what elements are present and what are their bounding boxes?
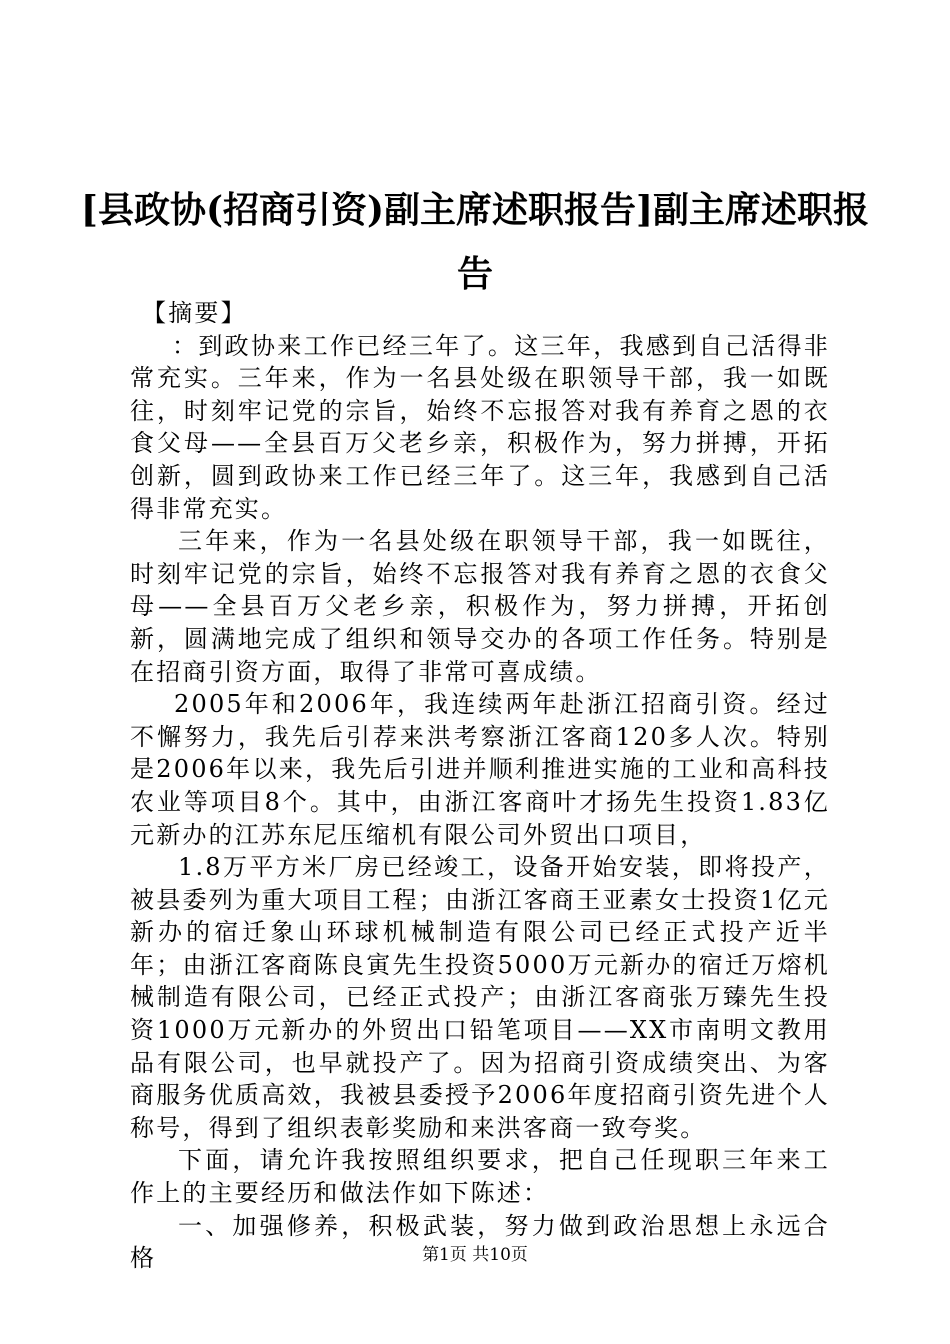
document-body xyxy=(130,297,830,1275)
page-number-footer: 第1页 共10页 xyxy=(422,1245,528,1265)
paragraph: ：到政协来工作已经三年了。这三年，我感到自己活得非常充实。三年来，作为一名县处级在职领导干部，我一如既往，时刻牢记党的宗旨，始终不忘报答对我有养育之恩的衣食父母——全县百万父老乡亲，积极作为，努力拼搏，开拓创新，圆到政协来工作已经三年了。这三年，我感到自己活得非常充实。 xyxy=(130,331,830,523)
section-heading: 一、加强修养，积极武装，努力做到政治思想上永远合格 xyxy=(130,1211,830,1273)
document-title: [县政协(招商引资)副主席述职报告]副主席述职报告 xyxy=(80,189,870,295)
paragraph: 三年来，作为一名县处级在职领导干部，我一如既往，时刻牢记党的宗旨，始终不忘报答对我有养育之恩的衣食父母——全县百万父老乡亲，积极作为，努力拼搏，开拓创新，圆满地完成了组织和领导交办的各项工作任务。特别是在招商引资方面，取得了非常可喜成绩。 xyxy=(130,527,830,686)
paragraph: 2005年和2006年，我连续两年赴浙江招商引资。经过不懈努力，我先后引荐来洪考察浙江客商120多人次。特别是2006年以来，我先后引进并顺利推进实施的工业和高科技农业等项目8个。其中，由浙江客商叶才扬先生投资1.83亿元新办的江苏东尼压缩机有限公司外贸出口项目， xyxy=(130,690,830,849)
paragraph: 1.8万平方米厂房已经竣工，设备开始安装，即将投产，被县委列为重大项目工程；由浙江客商王亚素女士投资1亿元新办的宿迁象山环球机械制造有限公司已经正式投产近半年；由浙江客商陈良寅先生投资5000万元新办的宿迁万熔机械制造有限公司，已经正式投产；由浙江客商张万臻先生投资1000万元新办的外贸出口铅笔项目——XX市南明文教用品有限公司，也早就投产了。因为招商引资成绩突出、为客商服务优质高效，我被县委授予2006年度招商引资先进个人称号，得到了组织表彰奖励和来洪客商一致夸奖。 xyxy=(130,853,830,1142)
paragraph: 下面，请允许我按照组织要求，把自己任现职三年来工作上的主要经历和做法作如下陈述： xyxy=(130,1146,830,1208)
abstract-label: 【摘要】 xyxy=(142,299,247,327)
